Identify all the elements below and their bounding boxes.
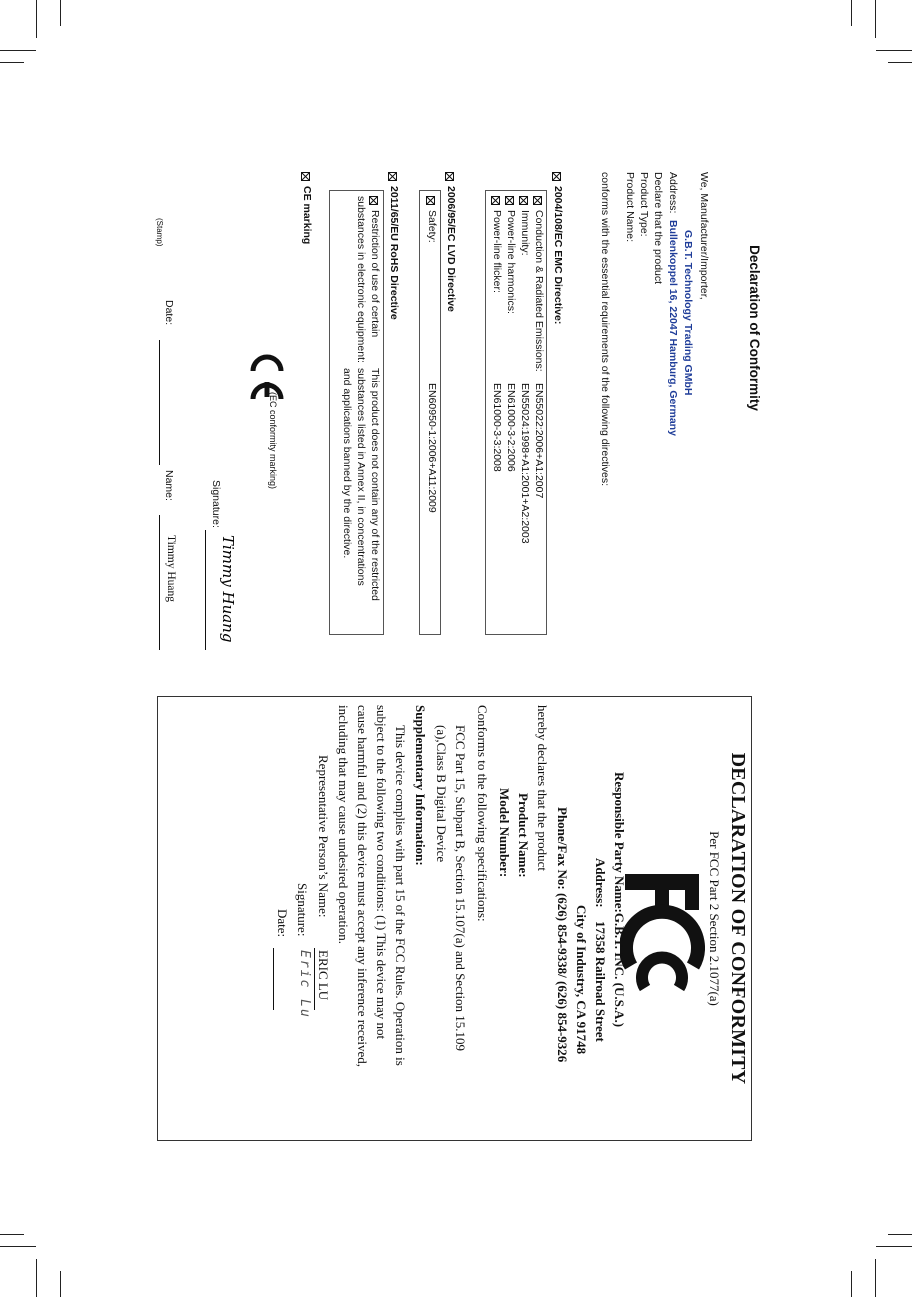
emc-row-label: Immunity:: [519, 210, 531, 256]
emc-row-value: EN61000-3-2:2006: [505, 383, 517, 472]
fcc-date-line: [273, 948, 274, 1010]
fcc-subtitle: Per FCC Part 2 Section 2.1077(a): [707, 831, 722, 1006]
fcc-address-line: City of Industry, CA 91748: [574, 905, 589, 1055]
fcc-logo-icon: [620, 870, 705, 1020]
fcc-declares: hereby declares that the product: [535, 705, 550, 872]
emc-row-checkbox[interactable]: [491, 196, 500, 205]
emc-row-checkbox[interactable]: [505, 196, 514, 205]
rohs-header: 2011/65/EU RoHS Directive: [388, 186, 400, 320]
emc-row-checkbox[interactable]: [533, 196, 542, 205]
fcc-supplementary: Supplementary Information:: [413, 705, 428, 866]
emc-row-value: EN55022:2006+A1:2007: [533, 383, 545, 499]
fcc-info: including that may cause undesired operation.: [336, 705, 351, 944]
date-line: [159, 340, 160, 465]
rohs-text: and applications banned by the directive.: [341, 368, 353, 559]
ce-mark-icon: [247, 345, 287, 405]
rohs-checkbox[interactable]: [388, 172, 397, 181]
fcc-info: This device complies with part 15 of the FCC Rules. Operation is: [393, 725, 408, 1066]
fcc-product-name-label: Product Name:: [516, 793, 531, 878]
signer-name: Timmy Huang: [165, 535, 177, 602]
emc-row-value: EN61000-3-3:2008: [491, 383, 503, 472]
fcc-signature-image: Eric Lu: [297, 950, 312, 1019]
eu-signature-label: Signature:: [210, 480, 222, 528]
rohs-row-checkbox[interactable]: [369, 196, 378, 205]
product-name-label: Product Name:: [624, 172, 636, 243]
fcc-signature-label: Signature:: [295, 883, 310, 937]
rohs-text: This product does not contain any of the restricted: [369, 368, 381, 601]
fcc-conforms: Conforms to the following specifications:: [475, 705, 490, 922]
we-line: We, Manufacturer/Importer,: [698, 172, 710, 300]
address-value: Bullenkoppel 16, 22047 Hamburg, Germany: [667, 220, 679, 436]
fcc-spec: (a),Class B Digital Device: [434, 725, 449, 863]
declare-line: Declare that the product: [652, 172, 664, 285]
eu-signature-line: [205, 530, 206, 650]
stamp-label: (Stamp): [155, 218, 164, 247]
fcc-title: DECLARATION OF CONFORMITY: [727, 752, 749, 1085]
eu-title: Declaration of Conformity: [747, 245, 762, 411]
ce-marking-label: CE marking: [301, 186, 313, 245]
fcc-address-line: 17358 Railroad Street: [593, 921, 608, 1042]
responsible-party: Responsible Party Name:G.B.T. INC. (U.S.A.): [612, 772, 627, 1028]
fcc-spec: FCC Part 15, Subpart B, Section 15.107(a) and Section 15.109: [453, 725, 468, 1052]
lvd-checkbox[interactable]: [445, 172, 454, 181]
rohs-label: substances in electronic equipment:: [355, 196, 367, 363]
company-name: G.B.T. Technology Trading GMbH: [682, 230, 694, 396]
emc-row-label: Power-line flicker:: [491, 210, 503, 293]
fcc-info: subject to the following two conditions: (1) This device may not: [374, 705, 389, 1040]
fcc-model-number-label: Model Number:: [497, 788, 512, 878]
emc-row-value: EN55024:1998+A1:2001+A2:2003: [519, 383, 531, 544]
rohs-label: Restriction of use of certain: [369, 210, 381, 338]
emc-checkbox[interactable]: [552, 172, 561, 181]
fcc-rep-label: Representative Person’s Name:: [316, 755, 331, 918]
rohs-text: substances listed in Annex II, in concentrations: [355, 368, 367, 586]
fcc-rep-line: [314, 948, 315, 1010]
fcc-address-label: Address:: [593, 858, 608, 908]
fcc-date-label: Date:: [275, 909, 290, 938]
name-line: [159, 515, 160, 650]
fcc-phone: Phone/Fax No: (626) 854-9338/ (626) 854-9326: [555, 807, 570, 1063]
emc-row-label: Power-line harmonics:: [505, 210, 517, 314]
name-label: Name:: [163, 470, 175, 501]
conforms-line: conforms with the essential requirements of the following directives:: [599, 172, 611, 486]
eu-signature-image: Timmy Huang: [219, 535, 237, 643]
emc-row-label: Conduction & Radiated Emissions:: [533, 210, 545, 372]
address-label: Address:: [667, 172, 679, 214]
lvd-label: Safety:: [426, 210, 438, 243]
lvd-row-checkbox[interactable]: [426, 196, 435, 205]
lvd-header: 2006/95/EC LVD Directive: [445, 186, 457, 312]
product-type-label: Product Type:: [638, 172, 650, 237]
emc-header: 2004/108/EC EMC Directive:: [552, 186, 564, 325]
ce-checkbox[interactable]: [301, 172, 310, 181]
ce-caption: (EC conformity marking): [268, 392, 278, 490]
fcc-rep-name: ERIC LU: [316, 950, 331, 1001]
lvd-value: EN60950-1:2006+A11:2009: [426, 383, 438, 513]
emc-row-checkbox[interactable]: [519, 196, 528, 205]
fcc-info: cause harmful and (2) this device must accept any inference received,: [355, 705, 370, 1068]
date-label: Date:: [163, 300, 175, 326]
